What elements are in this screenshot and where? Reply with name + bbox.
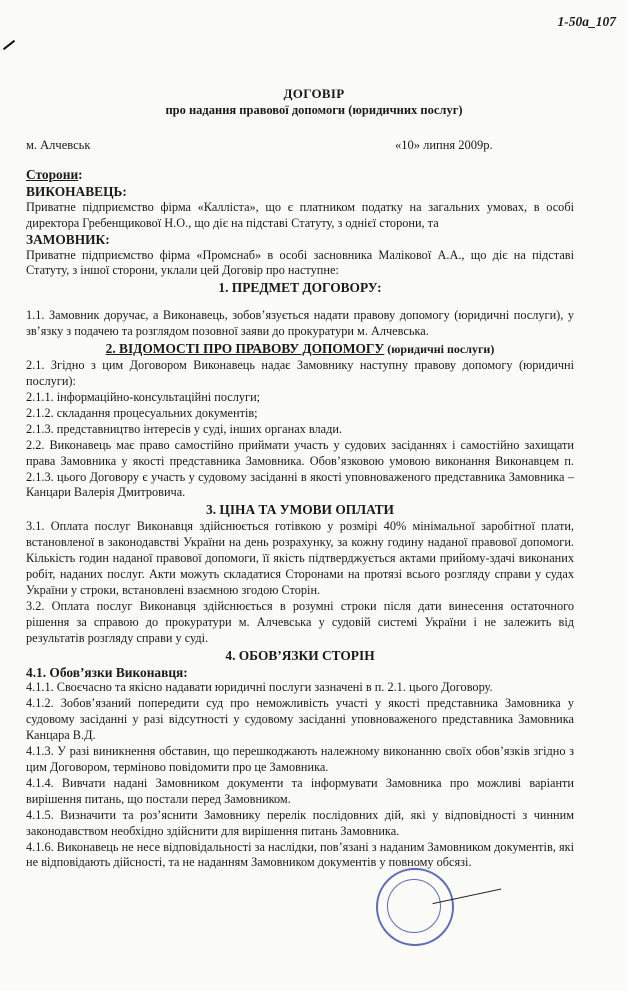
executor-text: Приватне підприємство фірма «Калліста», що є платником податку на загальних умовах, в особі директора Гребенщикової Н.О., що діє на підставі Статуту, з однієї сторони, та: [26, 199, 574, 230]
executor-label: ВИКОНАВЕЦЬ:: [26, 183, 127, 199]
clause-2-1: 2.1. Згідно з цим Договором Виконавець надає Замовнику наступну правову допомогу (юридичні послуги):: [26, 358, 574, 389]
company-stamp: [376, 868, 454, 946]
clause-3-1: 3.1. Оплата послуг Виконавця здійснюється готівкою у розмірі 40% мінімальної заробітної плати, встановленої в законодавстві України на день розрахунку, за кожну годину наданої правової допомоги. Кількість годин наданої правової допомоги, її якість підтверджується актами прийому-здачі виконаних робіт, наданих послуг. Акти можуть складатися Сторонами на протязі всього розгляду справи у судах України у строки, встановлені взаємною згодою Сторін.: [26, 519, 574, 597]
document-title: ДОГОВІР: [283, 86, 345, 101]
clause-4-1-3: 4.1.3. У разі виникнення обставин, що перешкоджають належному виконанню своїх обов’язків згідно з цим Договором, терміново повідомити про це Замовника.: [26, 744, 574, 774]
clause-4-1-2: 4.1.2. Зобов’язаний попередити суд про неможливість участі у якості представника Замовника у судовому засіданні у разі відсутності у судовому засіданні уповноваженого представника Замовника Канцара В.Д.: [26, 696, 574, 743]
customer-text: Приватне підприємство фірма «Промснаб» в особі засновника Малікової А.А., що діє на підставі Статуту, з іншої сторони, уклали цей Договір про наступне:: [26, 247, 574, 278]
section-2-heading-main: 2. ВІДОМОСТІ ПРО ПРАВОВУ ДОПОМОГУ: [105, 341, 385, 357]
contract-body: Сторони: ВИКОНАВЕЦЬ: Приватне підприємство фірма «Калліста», що є платником податку на загальних умовах, в особі директора Гребенщикової Н.О., що діє на підставі Статуту, з однієї сторони, та ЗАМОВНИК: Приватне підприємство фірма «Промснаб» в особі засновника Малікової А.А., що діє на підставі Статуту, з іншої сторони, уклали цей Договір про наступне: 1. ПРЕДМЕТ ДОГОВОРУ: 1.1. Замовник доручає, а Виконавець, зобов’язується надати правову допомогу (юридичні послуги), у зв’язку з подачею та розглядом позовної заяви до прокуратури м. Алчевська. 2. ВІДОМОСТІ ПРО ПРАВОВУ ДОПОМОГУ (юридичні послуги) 2.1. Згідно з цим Договором Виконавець надає Замовнику наступну правову допомогу (юридичні послуги): 2.1.1. інформаційно-консультаційні послуги; 2.1.2. складання процесуальних документів; 2.1.3. представництво інтересів у суді, інших органах влади. 2.2. Виконавець має право самостійно приймати участь у судових засіданнях і самостійно захищати права Замовника у якості представника Замовника. Обов’язковою умовою виконання Виконавцем п. 2.1.3. цього Договору є участь у судовому засіданні в якості уповноваженого представника Замовника – Канцари Валерія Дмитровича. 3. ЦІНА ТА УМОВИ ОПЛАТИ 3.1. Оплата послуг Виконавця здійснюється готівкою у розмірі 40% мінімальної заробітної плати, встановленої в законодавстві України на день розрахунку, за кожну годину наданої правової допомоги. Кількість годин наданої правової допомоги, її якість підтверджується актами прийому-здачі виконаних робіт, наданих послуг. Акти можуть складатися Сторонами на протязі всього розгляду справи у судах України у строки, встановлені взаємною згодою Сторін. 3.2. Оплата послуг Виконавця здійснюється в розумні строки після дати винесення остаточного рішення за справою до прокуратури м. Алчевська у судовій системі України і не залежить від результатів розгляду справи у суді. 4. ОБОВ’ЯЗКИ СТОРІН 4.1. Обов’язки Виконавця: 4.1.1. Своєчасно та якісно надавати юридичні послуги зазначені в п. 2.1. цього Договору. 4.1.2. Зобов’язаний попередити суд про неможливість участі у якості представника Замовника у судовому засіданні у разі відсутності у судовому засіданні уповноваженого представника Замовника Канцара В.Д. 4.1.3. У разі виникнення обставин, що перешкоджають належному виконанню своїх обов’язків згідно з цим Договором, терміново повідомити про це Замовника. 4.1.4. Вивчати надані Замовником документи та інформувати Замовника про можливі варіанти вирішення питань, що постали перед Замовником. 4.1.5. Визначити та роз’яснити Замовнику перелік послідовних дій, які у відповідності з чинним законодавством необхідно здійснити для вирішення питань Замовника. 4.1.6. Виконавець не несе відповідальності за наслідки, пов’язані з наданим Замовником документів, які не відповідають дійсності, та не наданням Замовником документів у повному обсязі.: [26, 167, 574, 870]
clause-2-1-1: 2.1.1. інформаційно-консультаційні послуги;: [26, 389, 261, 404]
clause-2-1-3: 2.1.3. представництво інтересів у суді, інших органах влади.: [26, 421, 343, 436]
document-subtitle: про надання правової допомоги (юридичних послуг): [165, 103, 463, 117]
clause-1-1: 1.1. Замовник доручає, а Виконавець, зобов’язується надати правову допомогу (юридичні послуги), у зв’язку з подачею та розглядом позовної заяви до прокуратури м. Алчевська.: [26, 308, 574, 339]
section-2-heading: [26, 341, 574, 357]
section-2-heading-sub: (юридичні послуги): [384, 342, 495, 357]
contract-city: м. Алчевськ: [26, 138, 91, 152]
clause-4-1-5: 4.1.5. Визначити та роз’яснити Замовнику перелік послідовних дій, які у відповідності з чинним законодавством необхідно здійснити для вирішення питань Замовника.: [26, 807, 574, 838]
clause-4-1-6: 4.1.6. Виконавець не несе відповідальності за наслідки, пов’язані з наданим Замовником документів, які не відповідають дійсності, та не наданням Замовником документів у повному обсязі.: [26, 839, 574, 870]
clause-2-1-2: 2.1.2. складання процесуальних документів;: [26, 405, 258, 420]
clause-2-2: 2.2. Виконавець має право самостійно приймати участь у судових засіданнях і самостійно захищати права Замовника у якості представника Замовника. Обов’язковою умовою виконання Виконавцем п. 2.1.3. цього Договору є участь у судовому засіданні в якості уповноваженого представника Замовника – Канцари Валерія Дмитровича.: [26, 437, 574, 500]
pen-mark: [3, 40, 15, 50]
clause-4-1-1: 4.1.1. Своєчасно та якісно надавати юридичні послуги зазначені в п. 2.1. цього Договору.: [26, 680, 493, 695]
parties-label: Сторони: [26, 167, 79, 182]
customer-label: ЗАМОВНИК:: [26, 231, 110, 247]
contract-date: «10» липня 2009р.: [395, 138, 493, 152]
subsection-4-1: 4.1. Обов’язки Виконавця:: [26, 664, 188, 680]
section-1-heading: 1. ПРЕДМЕТ ДОГОВОРУ:: [218, 280, 382, 296]
section-3-heading: 3. ЦІНА ТА УМОВИ ОПЛАТИ: [206, 502, 394, 518]
clause-3-2: 3.2. Оплата послуг Виконавця здійснюється в розумні строки після дати винесення остаточного рішення за справою до прокуратури м. Алчевська у судовій системі України і не залежить від результатів розгляду справи у суді.: [26, 598, 574, 645]
section-4-heading: 4. ОБОВ’ЯЗКИ СТОРІН: [225, 647, 375, 663]
clause-4-1-4: 4.1.4. Вивчати надані Замовником документи та інформувати Замовника про можливі варіанти вирішення питань, що постали перед Замовником.: [26, 775, 574, 806]
document-code: 1-50a_107: [557, 14, 616, 29]
